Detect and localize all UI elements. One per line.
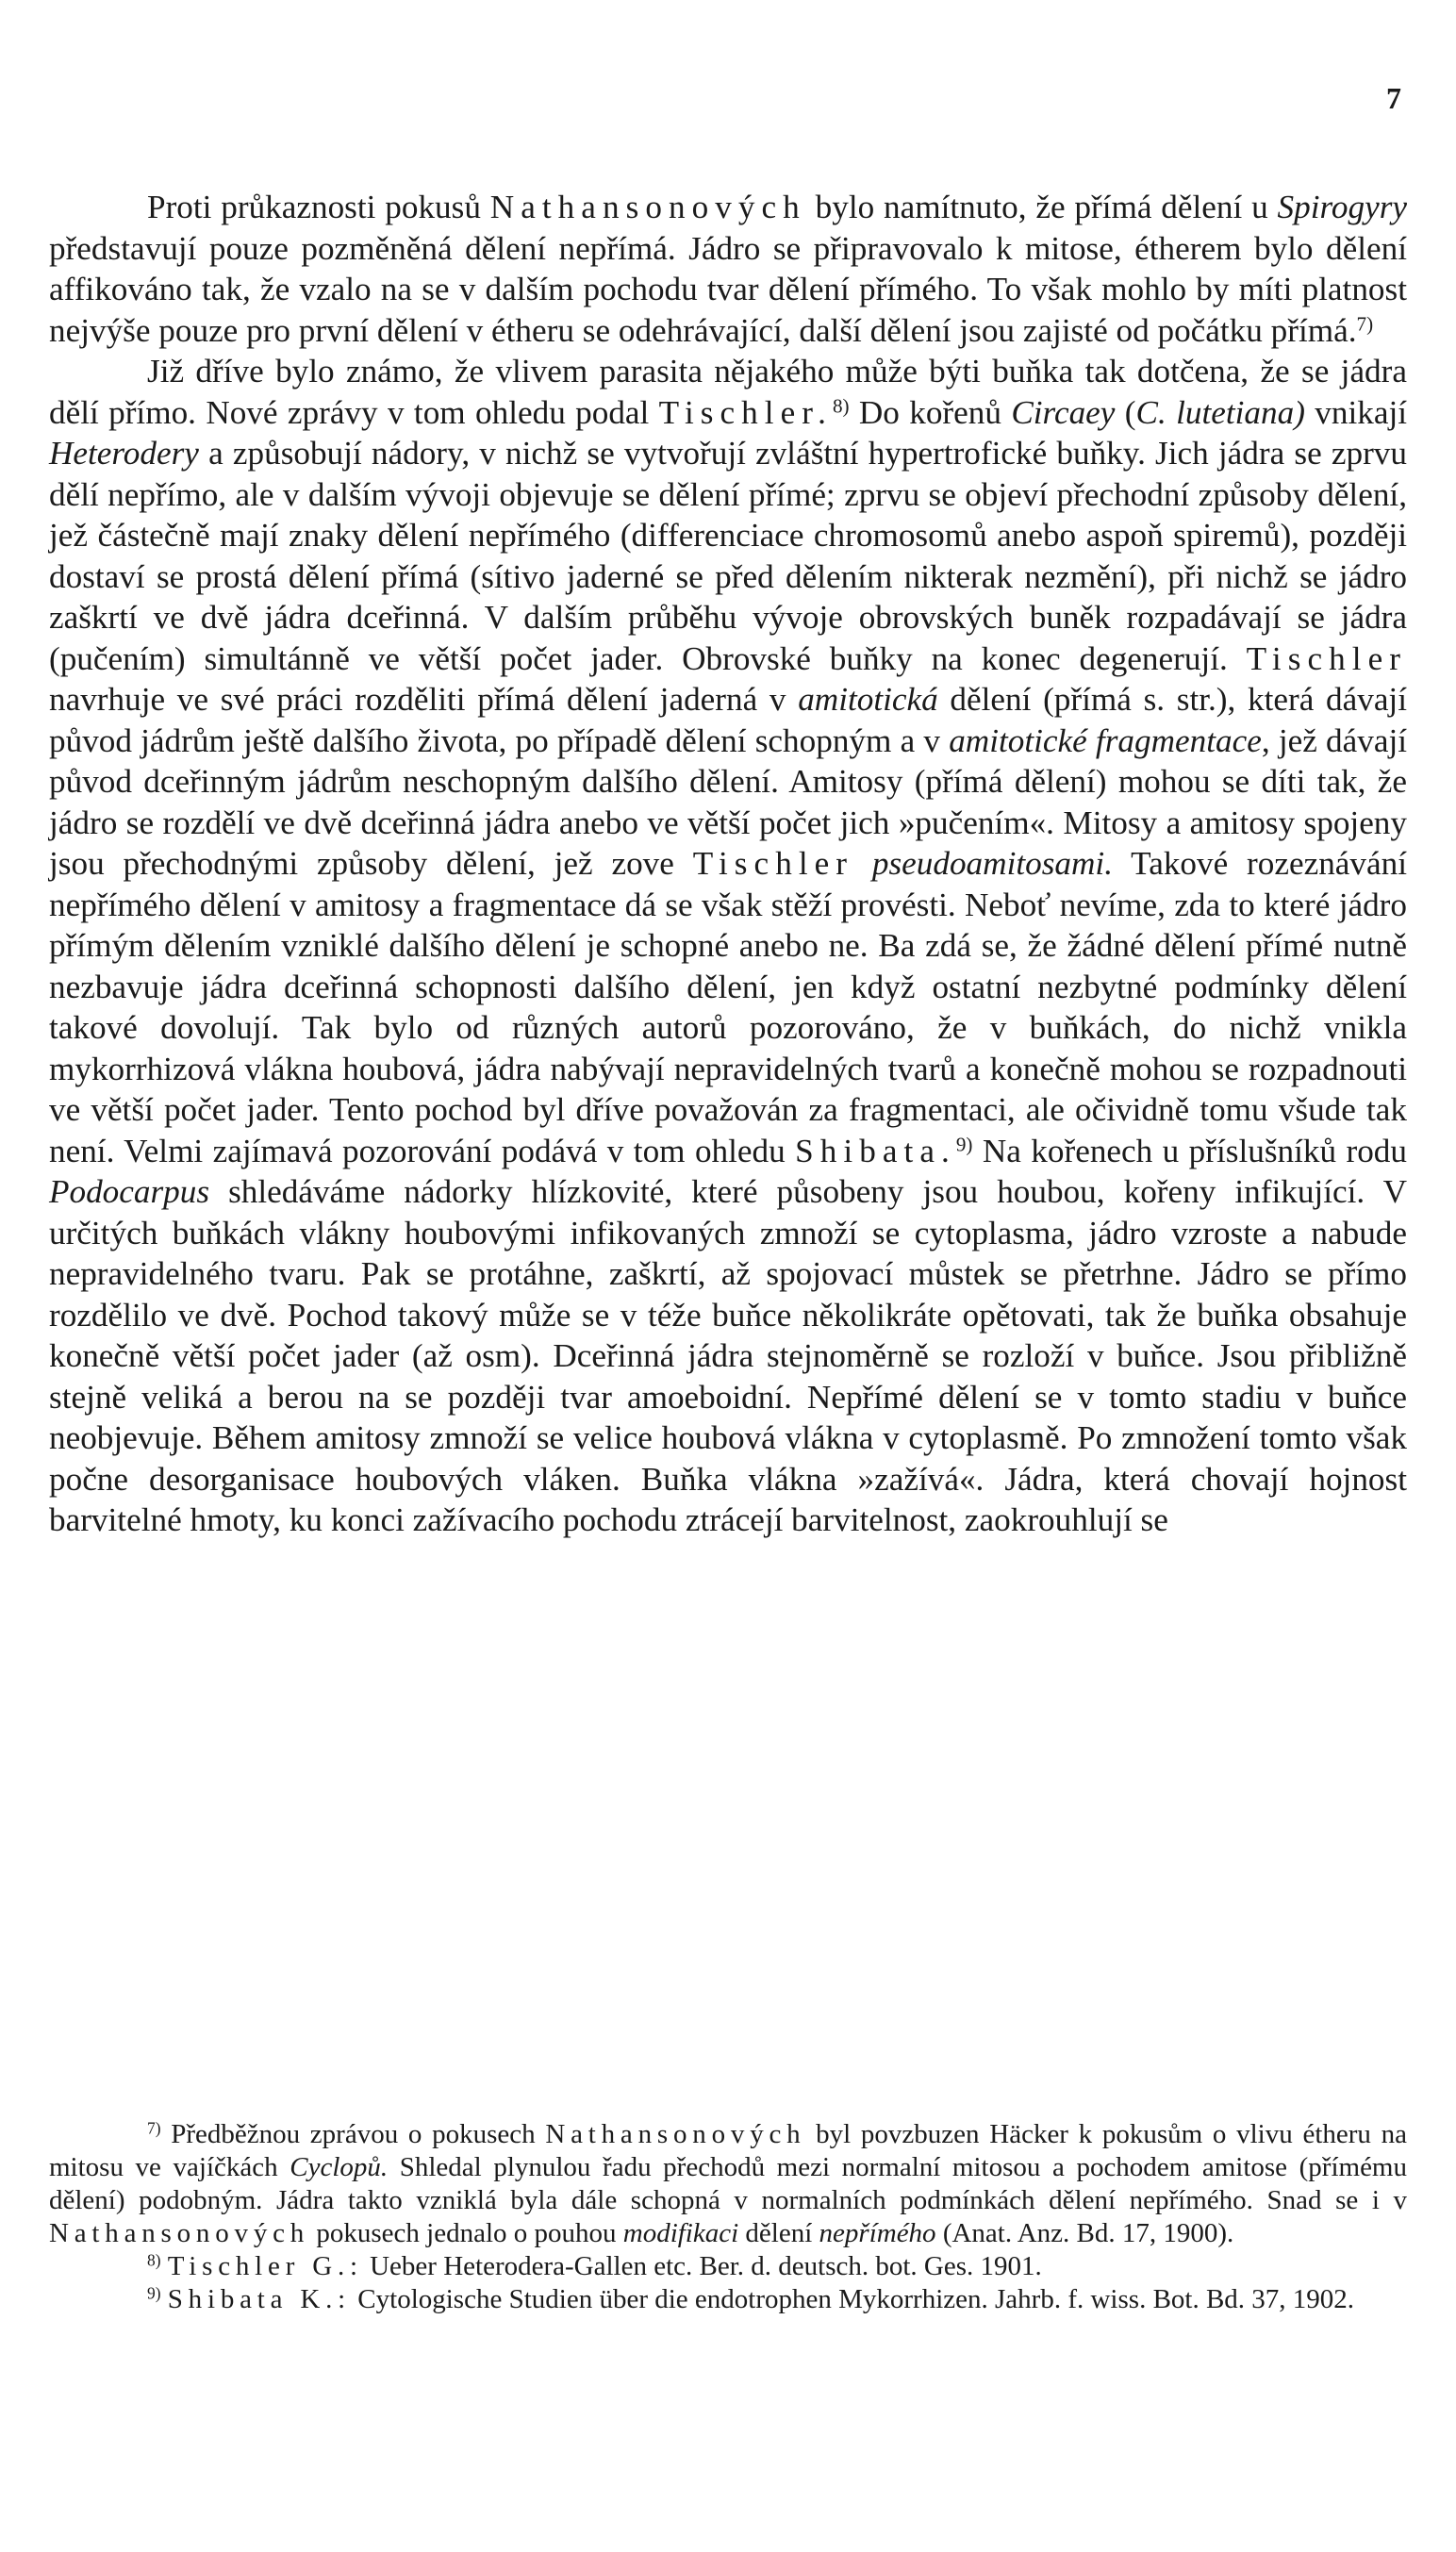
- p2-text-9: [853, 845, 872, 882]
- term-fragmentace: amitotické fragmentace: [949, 721, 1262, 759]
- fn9-text-2: Cytologische Studien über die endotrophen Mykorrhizen. Jahrb. f. wiss. Bot. Bd. 37, 1902.: [351, 2284, 1355, 2314]
- fn7-text-4: pokusech jednalo o pouhou: [309, 2218, 623, 2248]
- footnote-mark-8: 8): [147, 2250, 161, 2270]
- p2-text-8: , jež dávají původ dceřinným jádrům neschopným dalšího dělení. Amitosy (přímá dělení) mohou se díti tak, že jádro se rozdělí ve dvě dceřinná jádra anebo ve větší počet jich »pučením«. Mitosy a amitosy spojeny jsou přechodnými způsoby dělení, jež zove: [49, 721, 1407, 882]
- fn7-text-5: dělení: [738, 2218, 819, 2248]
- footnote-ref-7: 7): [1356, 311, 1374, 335]
- taxon-circaea-lutetiana: C. lutetiana): [1135, 393, 1305, 431]
- p2-text-2: Do kořenů: [849, 393, 1012, 431]
- p1-text-3: představují pouze pozměněná dělení nepřímá. Jádro se připravovalo k mitose, étherem bylo dělení affikováno tak, že vzalo na se v dalším pochodu tvar dělení přímého. To však mohlo by míti platnost nejvýše pouze pro první dělení v étheru se odehrávající, další dělení jsou zajisté od počátku přímá.: [49, 229, 1407, 349]
- term-amitoticka: amitotická: [798, 681, 938, 718]
- author-tischler: Tischler.: [658, 393, 833, 431]
- taxon-cyclops: Cyclopů.: [290, 2152, 389, 2182]
- author-shibata: Shibata.: [795, 1132, 956, 1169]
- p2-text-6: navrhuje ve své práci rozděliti přímá dělení jaderná v: [49, 681, 799, 718]
- fn8-text-2: Ueber Heterodera-Gallen etc. Ber. d. deutsch. bot. Ges. 1901.: [362, 2251, 1042, 2281]
- footnote-ref-8: 8): [832, 393, 850, 417]
- term-pseudoamitosy: pseudoamitosami.: [871, 845, 1113, 882]
- page-number: 7: [1386, 81, 1401, 115]
- p2-text-10: Takové rozeznávání nepřímého dělení v amitosy a fragmentace dá se však stěží provésti. Neboť nevíme, zda to které jádro přímým dělením vzniklé dalšího dělení je schopné anebo ne. Ba zdá se, že žádné dělení přímé nutně nezbavuje jádra dceřinná schopnosti dalšího dělení, jen když ostatní nezbytné podmínky dělení takové dovolují. Tak bylo od různých autorů pozorováno, že v buňkách, do nichž vnikla mykorrhizová vlákna houbová, jádra nabývají nepravidelných tvarů a konečně mohou se rozpadnouti ve větší počet jader. Tento pochod byl dříve považován za fragmentaci, ale očividně tomu všude tak není. Velmi zajímavá pozorování podává v tom ohledu: [49, 845, 1407, 1169]
- p2-text-4: vnikají: [1304, 393, 1408, 431]
- p2-text-12: shledáváme nádorky hlízkovité, které působeny jsou houbou, kořeny infikující. V určitých buňkách vlákny houbovými infikovaných zmnoží se cytoplasma, jádro vzroste a nabude nepravidelného tvaru. Pak se protáhne, zaškrtí, až spojovací můstek se přetrhne. Jádro se přímo rozdělilo ve dvě. Pochod takový může se v téže buňce několikráte opětovati, tak že buňka obsahuje konečně větší počet jader (až osm). Dceřinná jádra stejnoměrně se rozloží v buňce. Jsou přibližně stejně veliká a berou na se později tvar amoeboidní. Nepřímé dělení se v tomto stadiu v buňce neobjevuje. Během amitosy zmnoží se velice houbová vlákna v cytoplasmě. Po zmnožení tomto však počne desorganisace houbových vláken. Buňka vlákna »zažívá«. Jádra, která chovají hojnost barvitelné hmoty, ku konci zažívacího pochodu ztrácejí barvitelnost, zaokrouhlují se: [49, 1173, 1407, 1538]
- paragraph-2: [49, 351, 1407, 1541]
- author-shibata: Shibata K.:: [167, 2284, 352, 2314]
- p2-text-1: Již dříve bylo známo, že vlivem parasita nějakého může býti buňka tak dotčena, že se jádra dělí přímo. Nové zprávy v tom ohledu podal: [49, 353, 1407, 431]
- author-tischler: Tischler: [692, 845, 854, 882]
- author-tischler: Tischler G.:: [167, 2251, 363, 2281]
- taxon-spirogyra: Spirogyry: [1277, 189, 1407, 225]
- p2-text-11: Na kořenech u příslušníků rodu: [972, 1132, 1407, 1169]
- author-tischler: Tischler: [1246, 639, 1407, 677]
- fn7-text-3: Shledal plynulou řadu přechodů mezi normalní mitosou a pochodem amitose (přímému dělení) podobným. Jádra takto vzniklá byla dále schopná v normalních podmínkách dělení nepřímého. Snad se i v: [49, 2152, 1407, 2215]
- term-neprimeho: nepřímého: [819, 2218, 936, 2248]
- footnote-ref-9: 9): [955, 1132, 973, 1155]
- fn7-text-2: byl povzbuzen Häcker k pokusům o vlivu étheru na mitosu ve vajíčkách: [49, 2119, 1407, 2182]
- term-modifikace: modifikaci: [622, 2218, 739, 2248]
- footnote-9: [49, 2283, 1407, 2316]
- footnote-8: [49, 2250, 1407, 2283]
- taxon-circaea: Circaey: [1011, 393, 1116, 431]
- p1-text-1: Proti průkaznosti pokusů: [147, 189, 490, 225]
- paragraph-1: [49, 187, 1407, 351]
- p1-text-2: bylo namítnuto, že přímá dělení u: [805, 189, 1278, 225]
- author-nathanson: Nathansonových: [545, 2119, 806, 2149]
- p2-text-5: a způsobují nádory, v nichž se vytvořují zvláštní hypertrofické buňky. Jich jádra se zprvu dělí nepřímo, ale v dalším vývoji objevuje se dělení přímé; zprvu se objeví přechodní způsoby dělení, jež částečně mají znaky dělení nepřímého (differenciace chromosomů anebo aspoň spiremů), později dostaví se prostá dělení přímá (sítivo jaderné se před dělením nikterak nezmění), při nichž se jádro zaškrtí ve dvě jádra dceřinná. V dalším průběhu vývoje obrovských buněk rozpadávají se jádra (pučením) simultánně ve větší počet jader. Obrovské buňky na konec degenerují.: [49, 435, 1407, 677]
- footnote-mark-7: 7): [147, 2118, 161, 2138]
- fn7-text-1: Předběžnou zprávou o pokusech: [160, 2119, 546, 2149]
- footnote-7: [49, 2118, 1407, 2250]
- body-text: [49, 187, 1407, 1541]
- author-nathanson: Nathansonových: [489, 189, 806, 225]
- p2-text-3: (: [1115, 393, 1136, 431]
- p2-text-7: dělení (přímá s. str.), která dávají původ jádrům ještě dalšího života, po případě dělení schopným a v: [49, 681, 1407, 759]
- fn8-text-1: [161, 2251, 168, 2281]
- taxon-heterodera: Heterodery: [49, 435, 199, 472]
- footnotes: [49, 2118, 1407, 2316]
- taxon-podocarpus: Podocarpus: [49, 1173, 210, 1210]
- fn9-text-1: [161, 2284, 168, 2314]
- fn7-text-6: (Anat. Anz. Bd. 17, 1900).: [935, 2218, 1234, 2248]
- author-nathanson: Nathansonových: [49, 2218, 310, 2248]
- footnote-mark-9: 9): [147, 2283, 161, 2303]
